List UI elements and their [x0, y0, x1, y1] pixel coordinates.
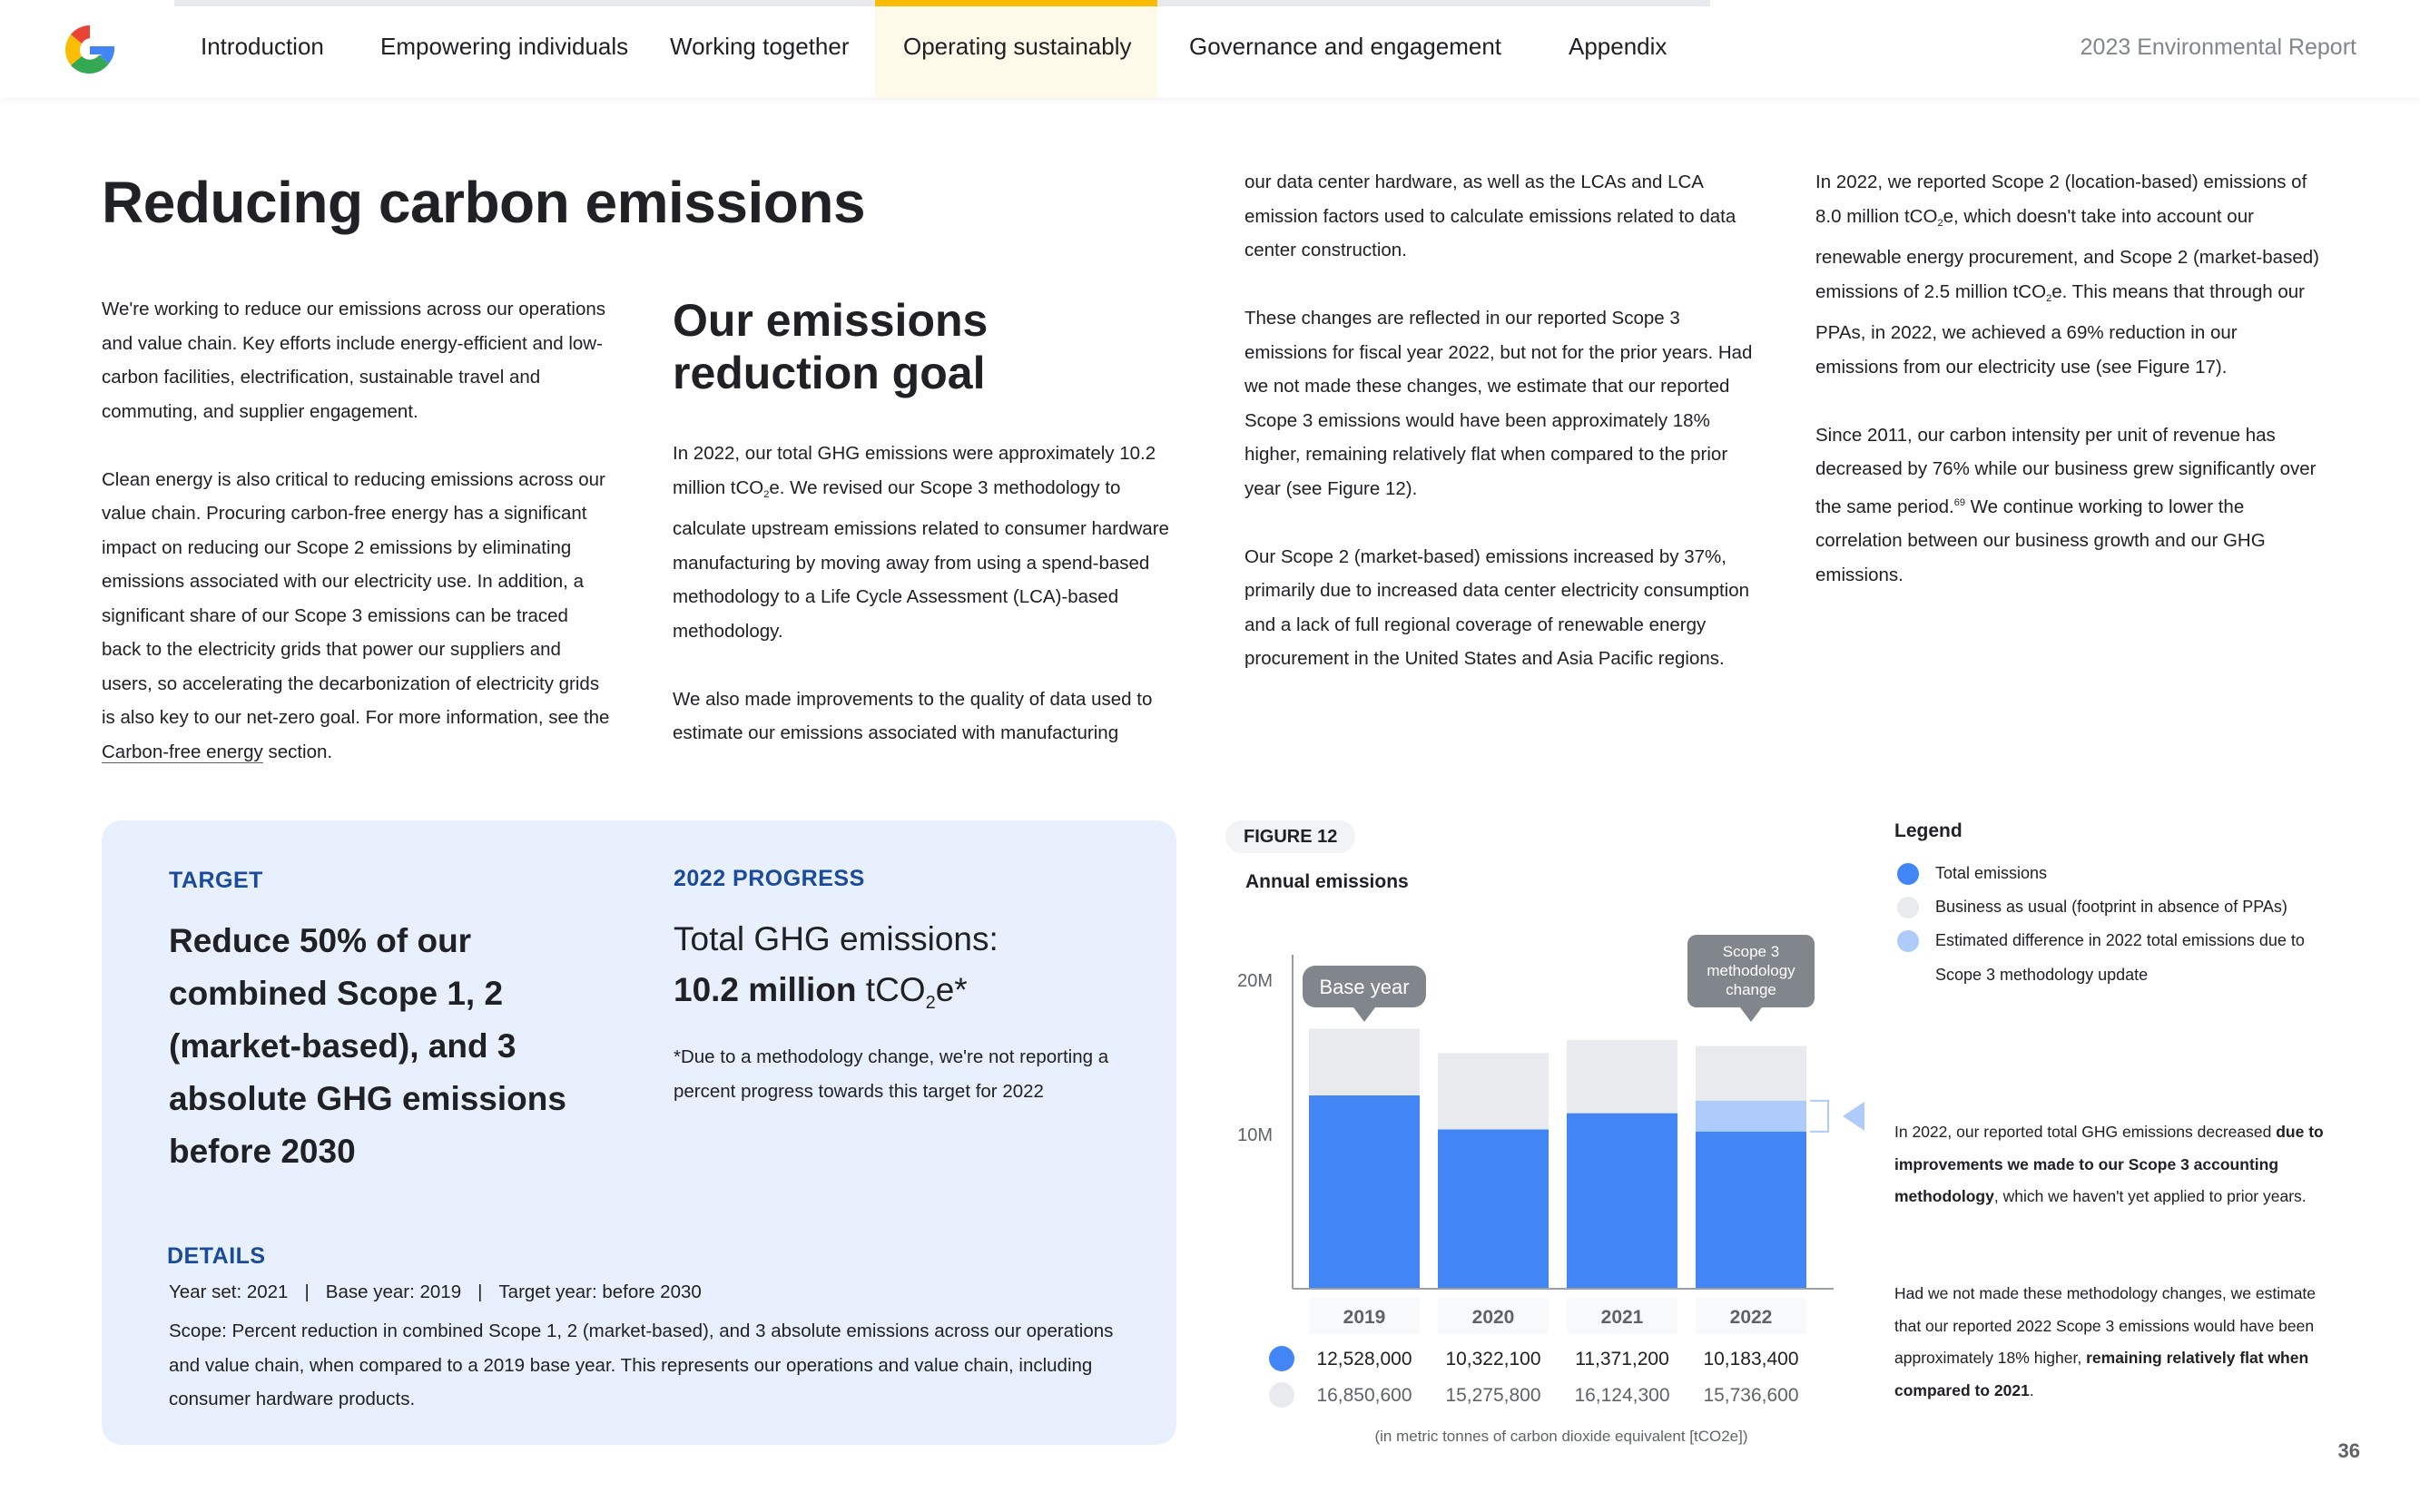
- top-nav: [0, 0, 2420, 98]
- intro-paragraph-2-end: section.: [262, 741, 333, 762]
- methodology-callout-line: methodology: [1707, 962, 1795, 979]
- methodology-column: [1244, 165, 1753, 676]
- progress-note: *Due to a methodology change, we're not reporting a percent progress towards this target for 2022: [674, 1046, 1109, 1102]
- google-logo-icon[interactable]: [62, 22, 118, 78]
- x-tick-label: 2019: [1343, 1307, 1386, 1328]
- bar-total-2020: [1438, 1130, 1549, 1289]
- note1-text: In 2022, our reported total GHG emissions decreased: [1894, 1123, 2277, 1141]
- nav-item-governance-and-engagement[interactable]: Governance and engagement: [1189, 33, 1502, 60]
- data-label-total: 12,528,000: [1316, 1349, 1412, 1370]
- base-year-callout-text: Base year: [1319, 976, 1410, 998]
- note2-text: Had we not made these methodology changes, we estimate that our reported 2022 Scope 3 emissions would have been approximately 18% higher,: [1894, 1284, 2317, 1367]
- carbon-free-energy-link[interactable]: Carbon-free energy: [102, 741, 263, 762]
- callout-pointer-icon: [1740, 1007, 1762, 1022]
- carbon-intensity-text-b: We continue working to lower the correlation between our business growth and our GHG emissions.: [1815, 496, 2266, 585]
- separator: |: [304, 1281, 310, 1302]
- progress-number: 10.2 million: [674, 971, 857, 1008]
- nav-progress-indicator: [875, 0, 1157, 6]
- y-tick-label: 10M: [1237, 1125, 1273, 1145]
- progress-value: [674, 971, 968, 1014]
- scope2-text-a: In 2022, we reported Scope 2 (location-based) emissions of 8.0 million tCO: [1815, 172, 2307, 227]
- legend-item-bau: Business as usual (footprint in absence of PPAs): [1935, 898, 2287, 916]
- target-statement: Reduce 50% of our combined Scope 1, 2 (market-based), and 3 absolute GHG emissions before 2030: [169, 922, 566, 1170]
- page-number: 36: [2337, 1439, 2360, 1462]
- nav-item-working-together[interactable]: Working together: [670, 33, 850, 60]
- intro-paragraph-1: We're working to reduce our emissions across our operations and value chain. Key efforts include energy-efficient and low-carbon facilities, electrification, sustainable travel and commuting, and supplier engagement.: [102, 299, 606, 422]
- target-year: Target year: before 2030: [498, 1281, 702, 1302]
- y-tick-label: 20M: [1237, 971, 1273, 991]
- nav-item-introduction[interactable]: Introduction: [201, 33, 324, 60]
- bar-difference-2022: [1696, 1101, 1806, 1132]
- goal-paragraph-2: We also made improvements to the quality of data used to estimate our emissions associated with manufacturing: [673, 688, 1153, 743]
- base-year: Base year: 2019: [325, 1281, 462, 1302]
- annual-emissions-chart: [1216, 917, 1888, 1452]
- report-title: 2023 Environmental Report: [2080, 34, 2356, 60]
- row-bau-dot-icon: [1269, 1382, 1294, 1408]
- footnote-marker[interactable]: 69: [1953, 496, 1965, 508]
- goal-paragraph-1: [673, 437, 1181, 648]
- progress-label: 2022 PROGRESS: [674, 866, 865, 891]
- legend-swatch-bau: [1897, 897, 1919, 918]
- page-title: Reducing carbon emissions: [102, 170, 866, 235]
- goal-heading: Our emissions reduction goal: [673, 295, 989, 398]
- details-scope: Scope: Percent reduction in combined Scope 1, 2 (market-based), and 3 absolute emissions across our operations and value chain, when compared to a 2019 base year. This represents our operations and value chain, including consumer hardware products.: [169, 1321, 1114, 1409]
- chart-footnote: (in metric tonnes of carbon dioxide equivalent [tCO2e]): [1374, 1428, 1748, 1445]
- methodology-paragraph-3: Our Scope 2 (market-based) emissions increased by 37%, primarily due to increased data center electricity consumption and a lack of full regional coverage of renewable energy procurement in the United States and Asia Pacific regions.: [1244, 545, 1750, 669]
- difference-bracket: [1810, 1101, 1828, 1132]
- intro-column: [102, 292, 610, 769]
- details-meta: [169, 1281, 702, 1303]
- data-label-bau: 16,850,600: [1316, 1385, 1412, 1406]
- data-label-bau: 16,124,300: [1574, 1385, 1670, 1406]
- note2-end: .: [2029, 1380, 2034, 1399]
- legend-item-difference: Estimated difference in 2022 total emissions due to Scope 3 methodology update: [1935, 931, 2305, 984]
- methodology-callout-line: change: [1726, 981, 1776, 998]
- data-label-bau: 15,736,600: [1703, 1385, 1799, 1406]
- data-label-total: 11,371,200: [1575, 1349, 1669, 1370]
- x-tick-label: 2021: [1600, 1307, 1644, 1328]
- year-set: Year set: 2021: [169, 1281, 289, 1302]
- legend-item-total: Total emissions: [1935, 864, 2048, 882]
- nav-item-empowering-individuals[interactable]: Empowering individuals: [380, 33, 629, 60]
- data-label-total: 10,183,400: [1703, 1349, 1799, 1370]
- goal-column: [673, 437, 1181, 751]
- bar-total-2022: [1696, 1132, 1806, 1289]
- nav-item-operating-sustainably[interactable]: Operating sustainably: [903, 33, 1132, 60]
- progress-unit: tCO: [865, 971, 926, 1008]
- chart-note-2: [1894, 1278, 2330, 1407]
- carbon-intensity-text-a: Since 2011, our carbon intensity per unit of revenue has decreased by 76% while our business grew significantly over the same period.: [1815, 424, 2317, 517]
- progress-unit-subscript: 2: [925, 993, 936, 1013]
- goal-paragraph-1-text: In 2022, our total GHG emissions were approximately 10.2 million tCO: [673, 443, 1156, 498]
- target-label: TARGET: [169, 868, 263, 893]
- methodology-paragraph-2: These changes are reflected in our reported Scope 3 emissions for fiscal year 2022, but not for the prior years. Had we not made these changes, we estimate that our reported Scope 3 emissions would have been approximately 18% higher, remaining relatively flat when compared to the prior year (see Figure 12).: [1244, 308, 1753, 499]
- bar-total-2019: [1309, 1095, 1420, 1289]
- callout-pointer-icon: [1353, 1007, 1375, 1022]
- nav-item-appendix[interactable]: Appendix: [1569, 33, 1667, 60]
- difference-pointer-icon: [1843, 1102, 1864, 1131]
- legend-swatch-difference: [1897, 930, 1919, 952]
- data-label-bau: 15,275,800: [1445, 1385, 1541, 1406]
- note1-end: , which we haven't yet applied to prior years.: [1993, 1187, 2307, 1205]
- note2-bold: remaining relatively flat when compared to 2021: [1894, 1349, 2309, 1399]
- progress-heading: Total GHG emissions:: [674, 920, 998, 957]
- scope2-text-c: e. This means that through our PPAs, in 2022, we achieved a 69% reduction in our emissions from our electricity use (see Figure 17).: [1815, 280, 2305, 378]
- legend-title: Legend: [1894, 820, 1963, 841]
- note1-bold: due to improvements we made to our Scope 3 accounting methodology: [1894, 1123, 2324, 1205]
- bar-total-2021: [1567, 1114, 1677, 1289]
- progress-unit-suffix: e*: [935, 971, 968, 1008]
- x-tick-label: 2022: [1729, 1307, 1773, 1328]
- scope2-text-b: e, which doesn't take into account our renewable energy procurement, and Scope 2 (market-based) emissions of 2.5 million tCO: [1815, 205, 2319, 302]
- subscript-2: 2: [2046, 292, 2052, 304]
- intro-paragraph-2-text: Clean energy is also critical to reducing emissions across our value chain. Procuring carbon-free energy has a significant impact on reducing our Scope 2 emissions by eliminating emissions associated with our electricity use. In addition, a significant share of our Scope 3 emissions can be traced back to the electricity grids that power our suppliers and users, so accelerating the decarbonization of electricity grids is also key to our net-zero goal. For more information, see the: [102, 468, 610, 728]
- target-card: [102, 820, 1176, 1445]
- separator: |: [477, 1281, 483, 1302]
- legend-swatch-total: [1897, 863, 1919, 885]
- methodology-callout-line: Scope 3: [1722, 943, 1780, 960]
- figure-label: FIGURE 12: [1225, 820, 1355, 853]
- details-label: DETAILS: [167, 1243, 266, 1269]
- methodology-paragraph-1: our data center hardware, as well as the LCAs and LCA emission factors used to calculate emissions related to data center construction.: [1244, 172, 1736, 260]
- subscript-2: 2: [763, 488, 770, 500]
- goal-paragraph-1-rest: e. We revised our Scope 3 methodology to calculate upstream emissions related to consumer hardware manufacturing by moving away from using a spend-based methodology to a Life Cycle Assessment (LCA)-based methodology.: [673, 476, 1169, 642]
- scope2-paragraph-1: [1815, 165, 2324, 384]
- carbon-intensity-paragraph: [1815, 418, 2324, 593]
- subscript-2: 2: [1937, 217, 1943, 229]
- data-label-total: 10,322,100: [1445, 1349, 1541, 1370]
- x-tick-label: 2020: [1471, 1307, 1515, 1328]
- chart-note-1: [1894, 1116, 2330, 1213]
- figure-title: Annual emissions: [1245, 871, 1409, 892]
- row-total-dot-icon: [1269, 1346, 1294, 1371]
- scope2-column: [1815, 165, 2324, 592]
- intro-paragraph-2: [102, 463, 610, 770]
